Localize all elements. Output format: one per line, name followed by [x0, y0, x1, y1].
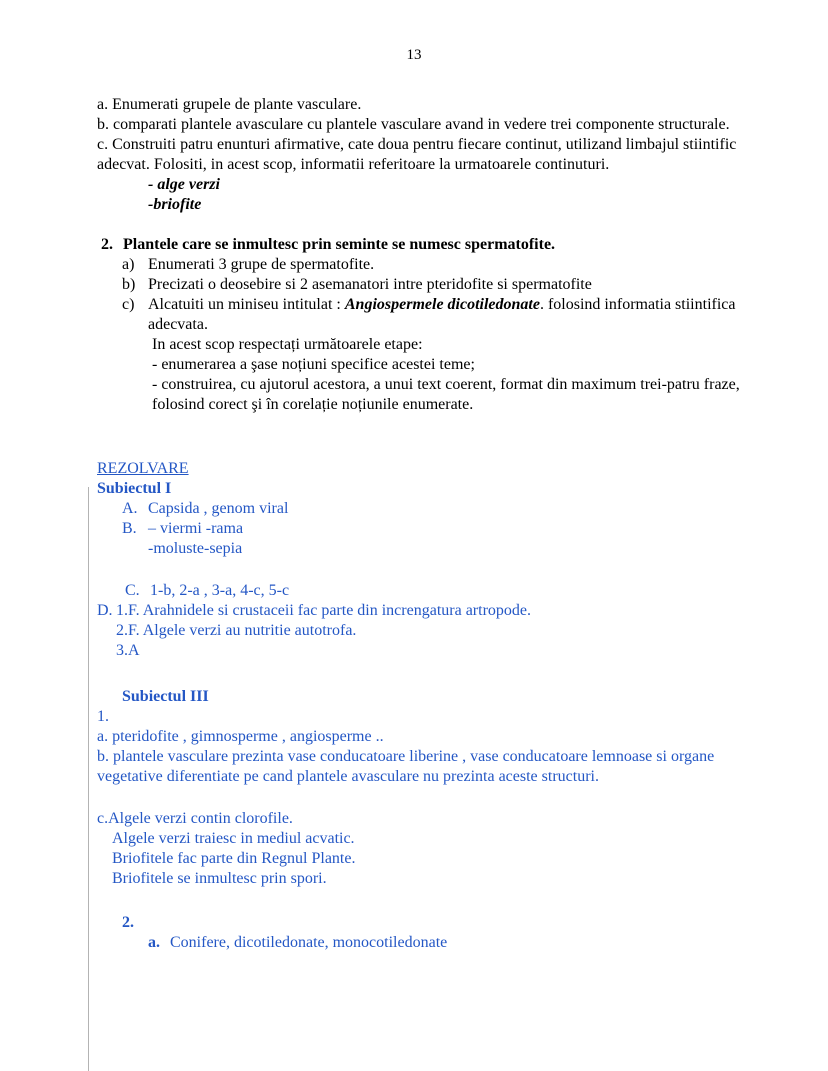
q2-c-text	[148, 295, 742, 335]
s1-d-label: D.	[97, 602, 113, 619]
solution-s3-answer-b: b. plantele vasculare prezinta vase conducatoare liberine , vase conducatoare lemnoase si organe vegetative diferentiate pe cand plantele avasculare nu prezinta aceste structuri.	[97, 748, 715, 785]
solution-s3-answer-c4: Briofitele se inmultesc prin spori.	[112, 870, 327, 887]
solution-s3-number-1: 1.	[97, 708, 109, 725]
solution-s1-answer-a	[122, 499, 742, 519]
s1-a-label: A.	[122, 500, 138, 517]
s1-a-text: Capsida , genom viral	[148, 500, 289, 517]
q2-b-label: b)	[122, 276, 136, 293]
q2-title-row	[101, 235, 742, 255]
q2-c-text-pre: Alcatuiti un miniseu intitulat :	[148, 296, 345, 313]
q1-item-b: b. comparati plantele avasculare cu plantele vasculare avand in vedere trei componente structurale.	[97, 116, 730, 133]
s1-b-label: B.	[122, 520, 137, 537]
q2-b-text: Precizati o deosebire si 2 asemanatori intre pteridofite si spermatofite	[148, 276, 592, 293]
solution-s1-answer-d3: 3.A	[116, 642, 140, 659]
solution-s3-answer-c2: Algele verzi traiesc in mediul acvatic.	[112, 830, 355, 847]
q2-step-1: - enumerarea a şase noțiuni specifice acestei teme;	[152, 356, 475, 373]
q2-item-c	[122, 295, 742, 335]
solution-s3-answer-c3: Briofitele fac parte din Regnul Plante.	[112, 850, 356, 867]
solution-heading: REZOLVARE	[97, 460, 189, 477]
page-content	[0, 95, 828, 953]
solution-subject1-title: Subiectul I	[97, 480, 172, 497]
q2-step-2: - construirea, cu ajutorul acestora, a unui text coerent, format din maximum trei-patru fraze, folosind corect şi în corelație noțiunile enumerate.	[152, 376, 740, 413]
q1-bullet-briofite: -briofite	[148, 196, 202, 213]
s3-2a-label: a.	[148, 934, 160, 951]
q2-item-a	[122, 255, 742, 275]
solution-s1-answer-b2: -moluste-sepia	[148, 540, 243, 557]
q2-steps-intro: In acest scop respectați următoarele etape:	[152, 336, 423, 353]
q2-c-label: c)	[122, 296, 135, 313]
q1-bullet-alge-verzi: - alge verzi	[148, 176, 220, 193]
page-number: 13	[406, 47, 422, 63]
text-boundary-line	[88, 487, 89, 1071]
q2-item-b	[122, 275, 742, 295]
q2-a-label: a)	[122, 256, 135, 273]
s3-2a-text: Conifere, dicotiledonate, monocotiledonate	[170, 934, 448, 951]
s1-b-text: – viermi -rama	[148, 520, 244, 537]
solution-subject3-title: Subiectul III	[122, 688, 209, 705]
q1-item-a: a. Enumerati grupele de plante vasculare.	[97, 96, 362, 113]
solution-s3-answer-2a	[148, 933, 742, 953]
q2-a-text: Enumerati 3 grupe de spermatofite.	[148, 256, 375, 273]
q2-c-text-post: . folosind informatia stiintifica adecvata.	[148, 296, 736, 333]
s1-c-text: 1-b, 2-a , 3-a, 4-c, 5-c	[150, 582, 290, 599]
q1-item-c: c. Construiti patru enunturi afirmative, cate doua pentru fiecare continut, utilizand limbajul stiintific adecvat. Folositi, in acest scop, informatii referitoare la urmatoarele continuturi.	[97, 136, 737, 173]
solution-s3-answer-c1: c.Algele verzi contin clorofile.	[97, 810, 293, 827]
solution-s1-answer-d	[97, 601, 742, 621]
solution-s3-number-2: 2.	[122, 914, 134, 931]
solution-s1-answer-c	[125, 581, 742, 601]
solution-s3-answer-a: a. pteridofite , gimnosperme , angiosperme ..	[97, 728, 384, 745]
solution-s1-answer-d2: 2.F. Algele verzi au nutritie autotrofa.	[116, 622, 357, 639]
q2-c-essay-title: Angiospermele dicotiledonate	[344, 296, 540, 313]
s1-d-text: 1.F. Arahnidele si crustaceii fac parte din increngatura artropode.	[116, 602, 531, 619]
q2-title: Plantele care se inmultesc prin seminte se numesc spermatofite.	[123, 236, 556, 253]
solution-s1-answer-b	[122, 519, 742, 539]
s1-c-label: C.	[125, 582, 140, 599]
q2-number: 2.	[101, 236, 113, 253]
